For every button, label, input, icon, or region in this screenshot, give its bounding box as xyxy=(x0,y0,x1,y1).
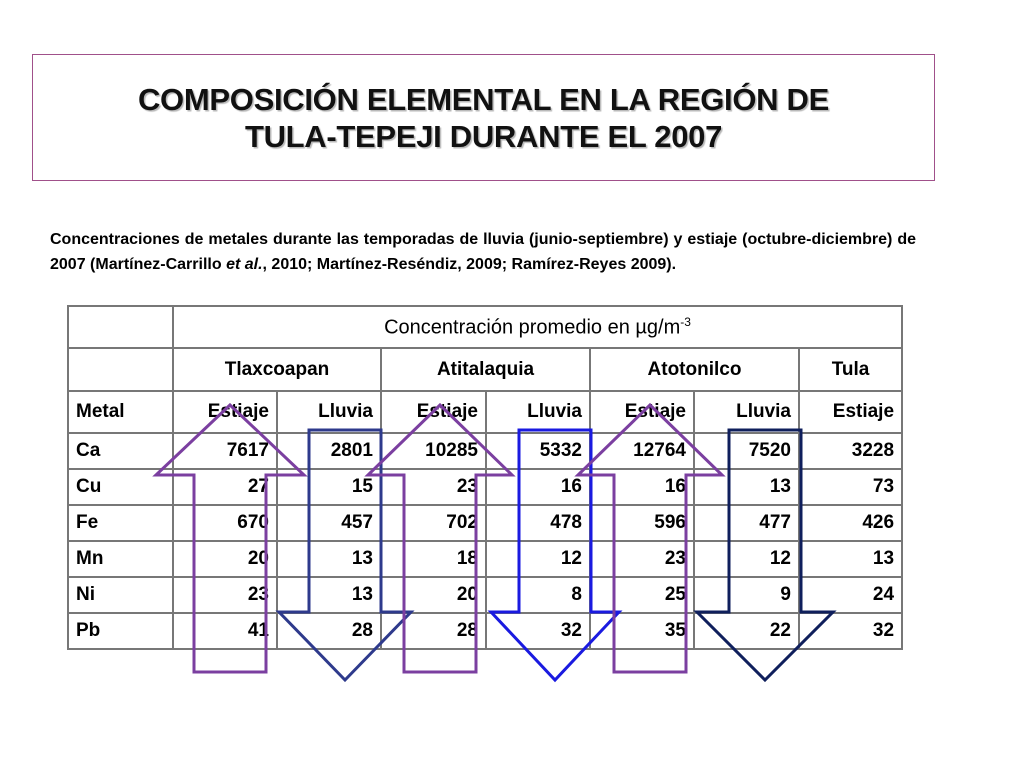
season-header: Estiaje xyxy=(590,391,694,433)
value-cell: 13 xyxy=(799,541,902,577)
value-cell: 20 xyxy=(381,577,486,613)
metal-cell: Ni xyxy=(68,577,173,613)
arrow-down-icon xyxy=(279,430,411,680)
metal-cell: Pb xyxy=(68,613,173,649)
value-cell: 27 xyxy=(173,469,277,505)
season-header: Lluvia xyxy=(277,391,381,433)
arrow-down-icon xyxy=(491,430,619,680)
value-cell: 41 xyxy=(173,613,277,649)
value-cell: 23 xyxy=(590,541,694,577)
value-cell: 457 xyxy=(277,505,381,541)
metal-cell: Mn xyxy=(68,541,173,577)
value-cell: 24 xyxy=(799,577,902,613)
value-cell: 25 xyxy=(590,577,694,613)
value-cell: 12 xyxy=(486,541,590,577)
value-cell: 2801 xyxy=(277,433,381,469)
value-cell: 20 xyxy=(173,541,277,577)
season-header: Estiaje xyxy=(381,391,486,433)
value-cell: 28 xyxy=(381,613,486,649)
value-cell: 16 xyxy=(590,469,694,505)
value-cell: 5332 xyxy=(486,433,590,469)
value-cell: 8 xyxy=(486,577,590,613)
value-cell: 13 xyxy=(694,469,799,505)
value-cell: 35 xyxy=(590,613,694,649)
site-tula: Tula xyxy=(799,348,902,391)
caption-part-1: Concentraciones de metales durante las temporadas de lluvia (junio-septiembre) y estiaje (octubre-diciembre) de 2007 (Martínez-Carrillo xyxy=(50,231,916,273)
metal-cell: Fe xyxy=(68,505,173,541)
title-line-1: COMPOSICIÓN ELEMENTAL EN LA REGIÓN DE xyxy=(137,81,830,117)
caption-italic: et al. xyxy=(226,256,263,273)
value-cell: 670 xyxy=(173,505,277,541)
value-cell: 13 xyxy=(277,541,381,577)
value-cell: 32 xyxy=(799,613,902,649)
value-cell: 10285 xyxy=(381,433,486,469)
value-cell: 12764 xyxy=(590,433,694,469)
concentration-header-sup: -3 xyxy=(680,314,691,329)
value-cell: 23 xyxy=(381,469,486,505)
season-header: Estiaje xyxy=(173,391,277,433)
metal-header: Metal xyxy=(68,391,173,433)
value-cell: 9 xyxy=(694,577,799,613)
value-cell: 7520 xyxy=(694,433,799,469)
concentration-header-text: Concentración promedio en µg/m xyxy=(384,316,681,339)
value-cell: 7617 xyxy=(173,433,277,469)
site-atitalaquia: Atitalaquia xyxy=(381,348,590,391)
value-cell: 32 xyxy=(486,613,590,649)
title-line-2: TULA-TEPEJI DURANTE EL 2007 xyxy=(244,118,723,154)
value-cell: 22 xyxy=(694,613,799,649)
metal-cell: Cu xyxy=(68,469,173,505)
site-atotonilco: Atotonilco xyxy=(590,348,799,391)
metal-cell: Ca xyxy=(68,433,173,469)
season-header: Lluvia xyxy=(486,391,590,433)
value-cell: 15 xyxy=(277,469,381,505)
value-cell: 477 xyxy=(694,505,799,541)
value-cell: 23 xyxy=(173,577,277,613)
caption-part-2: , 2010; Martínez-Reséndiz, 2009; Ramírez-Reyes 2009). xyxy=(262,256,677,273)
value-cell: 596 xyxy=(590,505,694,541)
arrow-down-icon xyxy=(697,430,833,680)
value-cell: 73 xyxy=(799,469,902,505)
value-cell: 702 xyxy=(381,505,486,541)
value-cell: 16 xyxy=(486,469,590,505)
value-cell: 12 xyxy=(694,541,799,577)
value-cell: 426 xyxy=(799,505,902,541)
value-cell: 18 xyxy=(381,541,486,577)
season-header: Lluvia xyxy=(694,391,799,433)
value-cell: 28 xyxy=(277,613,381,649)
season-header: Estiaje xyxy=(799,391,902,433)
value-cell: 3228 xyxy=(799,433,902,469)
site-tlaxcoapan: Tlaxcoapan xyxy=(173,348,381,391)
value-cell: 13 xyxy=(277,577,381,613)
value-cell: 478 xyxy=(486,505,590,541)
arrow-up-icon xyxy=(156,405,304,672)
